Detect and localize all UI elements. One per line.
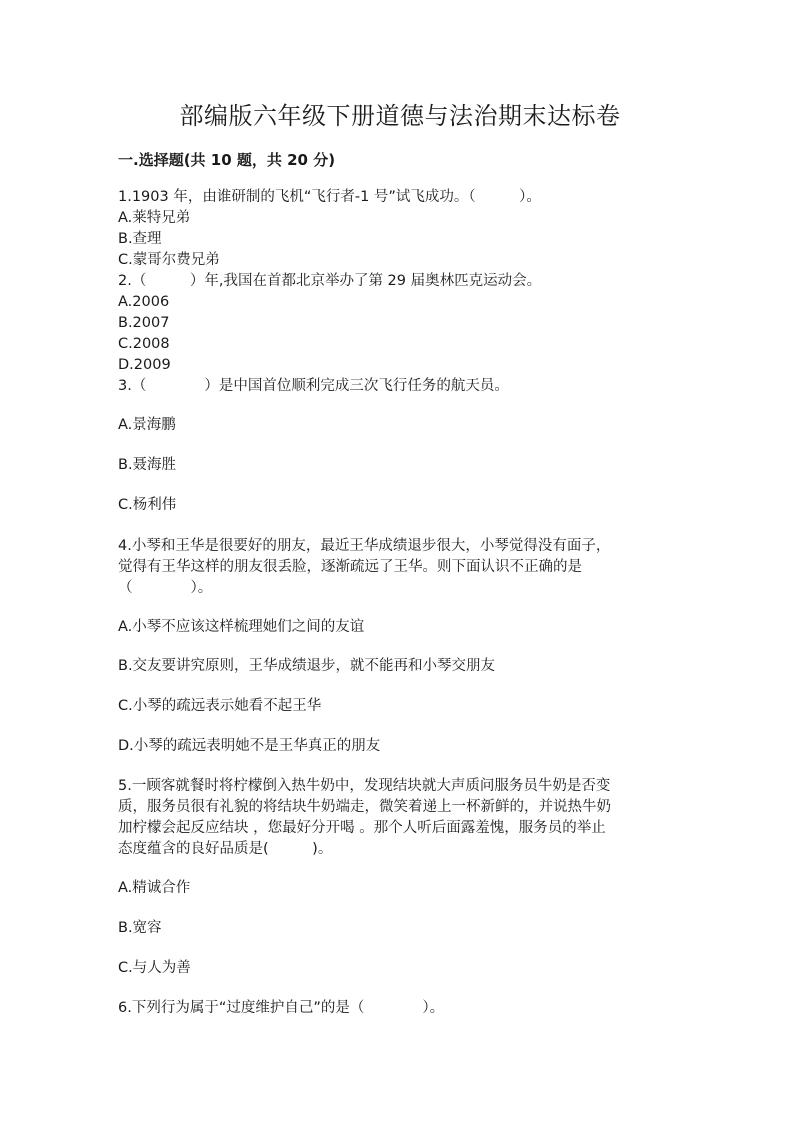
question-1-stem: 1.1903 年，由谁研制的飞机“飞行者-1 号”试飞成功。（ ）。 bbox=[118, 189, 541, 205]
question-2-option-b[interactable]: B.2007 bbox=[118, 315, 170, 331]
question-1-option-b[interactable]: B.查理 bbox=[118, 231, 162, 247]
question-2-stem: 2.（ ）年,我国在首都北京举办了第 29 届奥林匹克运动会。 bbox=[118, 273, 542, 289]
section-heading: 一.选择题(共 10 题，共 20 分) bbox=[118, 151, 336, 169]
question-5-stem-line-4: 态度蕴含的良好品质是( )。 bbox=[118, 841, 333, 857]
page-title: 部编版六年级下册道德与法治期末达标卷 bbox=[179, 102, 621, 130]
question-5-option-b[interactable]: B.宽容 bbox=[118, 920, 162, 936]
question-3-option-b[interactable]: B.聂海胜 bbox=[118, 457, 177, 473]
question-2-option-d[interactable]: D.2009 bbox=[118, 357, 171, 373]
question-4-option-b[interactable]: B.交友要讲究原则，王华成绩退步，就不能再和小琴交朋友 bbox=[118, 658, 496, 674]
question-1-option-a[interactable]: A.莱特兄弟 bbox=[118, 210, 191, 226]
question-5-option-c[interactable]: C.与人为善 bbox=[118, 960, 191, 976]
question-4-stem-line-2: 觉得有王华这样的朋友很丢脸，逐渐疏远了王华。则下面认识不正确的是 bbox=[118, 559, 582, 575]
question-4-option-c[interactable]: C.小琴的疏远表示她看不起王华 bbox=[118, 698, 322, 714]
question-3-option-c[interactable]: C.杨利伟 bbox=[118, 497, 177, 513]
question-3-stem: 3.（ ）是中国首位顺利完成三次飞行任务的航天员。 bbox=[118, 378, 509, 394]
question-3-option-a[interactable]: A.景海鹏 bbox=[118, 417, 176, 433]
question-2-option-a[interactable]: A.2006 bbox=[118, 294, 170, 310]
question-4-option-a[interactable]: A.小琴不应该这样梳理她们之间的友谊 bbox=[118, 619, 365, 635]
question-4-stem-line-1: 4.小琴和王华是很要好的朋友，最近王华成绩退步很大，小琴觉得没有面子， bbox=[118, 538, 611, 554]
question-5-stem-line-2: 质，服务员很有礼貌的将结块牛奶端走，微笑着递上一杯新鲜的，并说热牛奶 bbox=[118, 799, 611, 815]
question-2-option-c[interactable]: C.2008 bbox=[118, 336, 170, 352]
question-5-option-a[interactable]: A.精诚合作 bbox=[118, 880, 191, 896]
question-5-stem-line-3: 加柠檬会起反应结块 ，您最好分开喝 。那个人听后面露羞愧，服务员的举止 bbox=[118, 820, 606, 836]
question-6-stem: 6.下列行为属于“过度维护自己”的是（ ）。 bbox=[118, 1000, 445, 1016]
question-4-stem-line-3: （ ）。 bbox=[118, 580, 213, 596]
question-1-option-c[interactable]: C.蒙哥尔费兄弟 bbox=[118, 252, 220, 268]
question-4-option-d[interactable]: D.小琴的疏远表明她不是王华真正的朋友 bbox=[118, 738, 381, 754]
question-5-stem-line-1: 5.一顾客就餐时将柠檬倒入热牛奶中，发现结块就大声质问服务员牛奶是否变 bbox=[118, 778, 611, 794]
